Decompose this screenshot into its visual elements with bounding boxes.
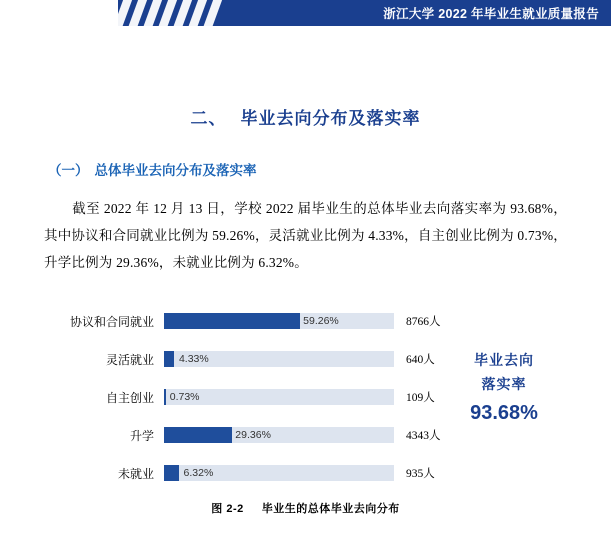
chart-bar-area: [164, 427, 394, 443]
chart-bar-fill: [164, 351, 174, 367]
subsection-number: （一）: [48, 163, 89, 178]
chart-bar-fill: [164, 389, 166, 405]
figure-caption: [44, 500, 567, 516]
chart-bar-value: 59.26%: [303, 315, 339, 327]
chart-bar-fill: [164, 427, 232, 443]
chart-bar-area: [164, 351, 394, 367]
figure-number: 图 2-2: [211, 503, 244, 515]
chart-count-label: 8766人: [406, 316, 441, 328]
body-paragraph: [44, 195, 567, 276]
rate-callout-line1: 毕业去向: [474, 352, 534, 368]
chart-bar-value: 4.33%: [178, 353, 209, 365]
subsection-title-text: 总体毕业去向分布及落实率: [94, 163, 257, 178]
chart-bar-area: [164, 313, 394, 329]
chart-category-label: 协议和合同就业: [69, 314, 154, 329]
section-title-text: 毕业去向分布及落实率: [240, 109, 421, 128]
paragraph-text: 截至 2022 年 12 月 13 日，学校 2022 届毕业生的总体毕业去向落实率为 93.68%，其中协议和合同就业比例为 59.26%，灵活就业比例为 4.33%，自主创业比例为 0.73%，升学比例为 29.36%，未就业比例为 6.32%。: [44, 201, 567, 270]
placement-rate-callout: [449, 348, 559, 428]
chart-bar-value: 6.32%: [183, 467, 214, 479]
chart-bar-row: [62, 340, 462, 378]
chart-bar-row: [62, 454, 462, 492]
chart-category-label: 未就业: [117, 466, 154, 481]
chart-bar-row: [62, 302, 462, 340]
chart-bar-area: [164, 465, 394, 481]
chart-count-label: 640人: [406, 354, 435, 366]
rate-callout-value: 93.68%: [470, 402, 538, 424]
page-header: [0, 0, 611, 26]
chart-count-label: 935人: [406, 468, 435, 480]
chart-bar-value: 29.36%: [235, 429, 271, 441]
subsection-heading: [48, 159, 567, 179]
header-title: 浙江大学 2022 年毕业生就业质量报告: [383, 7, 599, 21]
chart-bar-fill: [164, 465, 179, 481]
chart-bar-value: 0.73%: [169, 391, 200, 403]
header-left-block: [0, 0, 118, 26]
chart-category-label: 灵活就业: [105, 352, 154, 367]
chart-category-label: 自主创业: [105, 390, 154, 405]
chart-bar-row: [62, 378, 462, 416]
rate-callout-line2: 落实率: [481, 376, 527, 392]
figure-caption-text: 毕业生的总体毕业去向分布: [261, 503, 400, 515]
section-heading: [44, 104, 567, 129]
section-number: 二、: [190, 109, 227, 128]
chart-rows: [62, 302, 462, 492]
header-stripe-decoration: [118, 0, 258, 26]
chart-bar-fill: [164, 313, 300, 329]
chart-bar-area: [164, 389, 394, 405]
employment-distribution-chart: [44, 302, 567, 492]
chart-category-label: 升学: [129, 428, 154, 443]
chart-bar-row: [62, 416, 462, 454]
chart-count-label: 109人: [406, 392, 435, 404]
document-content: [0, 104, 611, 516]
chart-count-label: 4343人: [406, 430, 441, 442]
